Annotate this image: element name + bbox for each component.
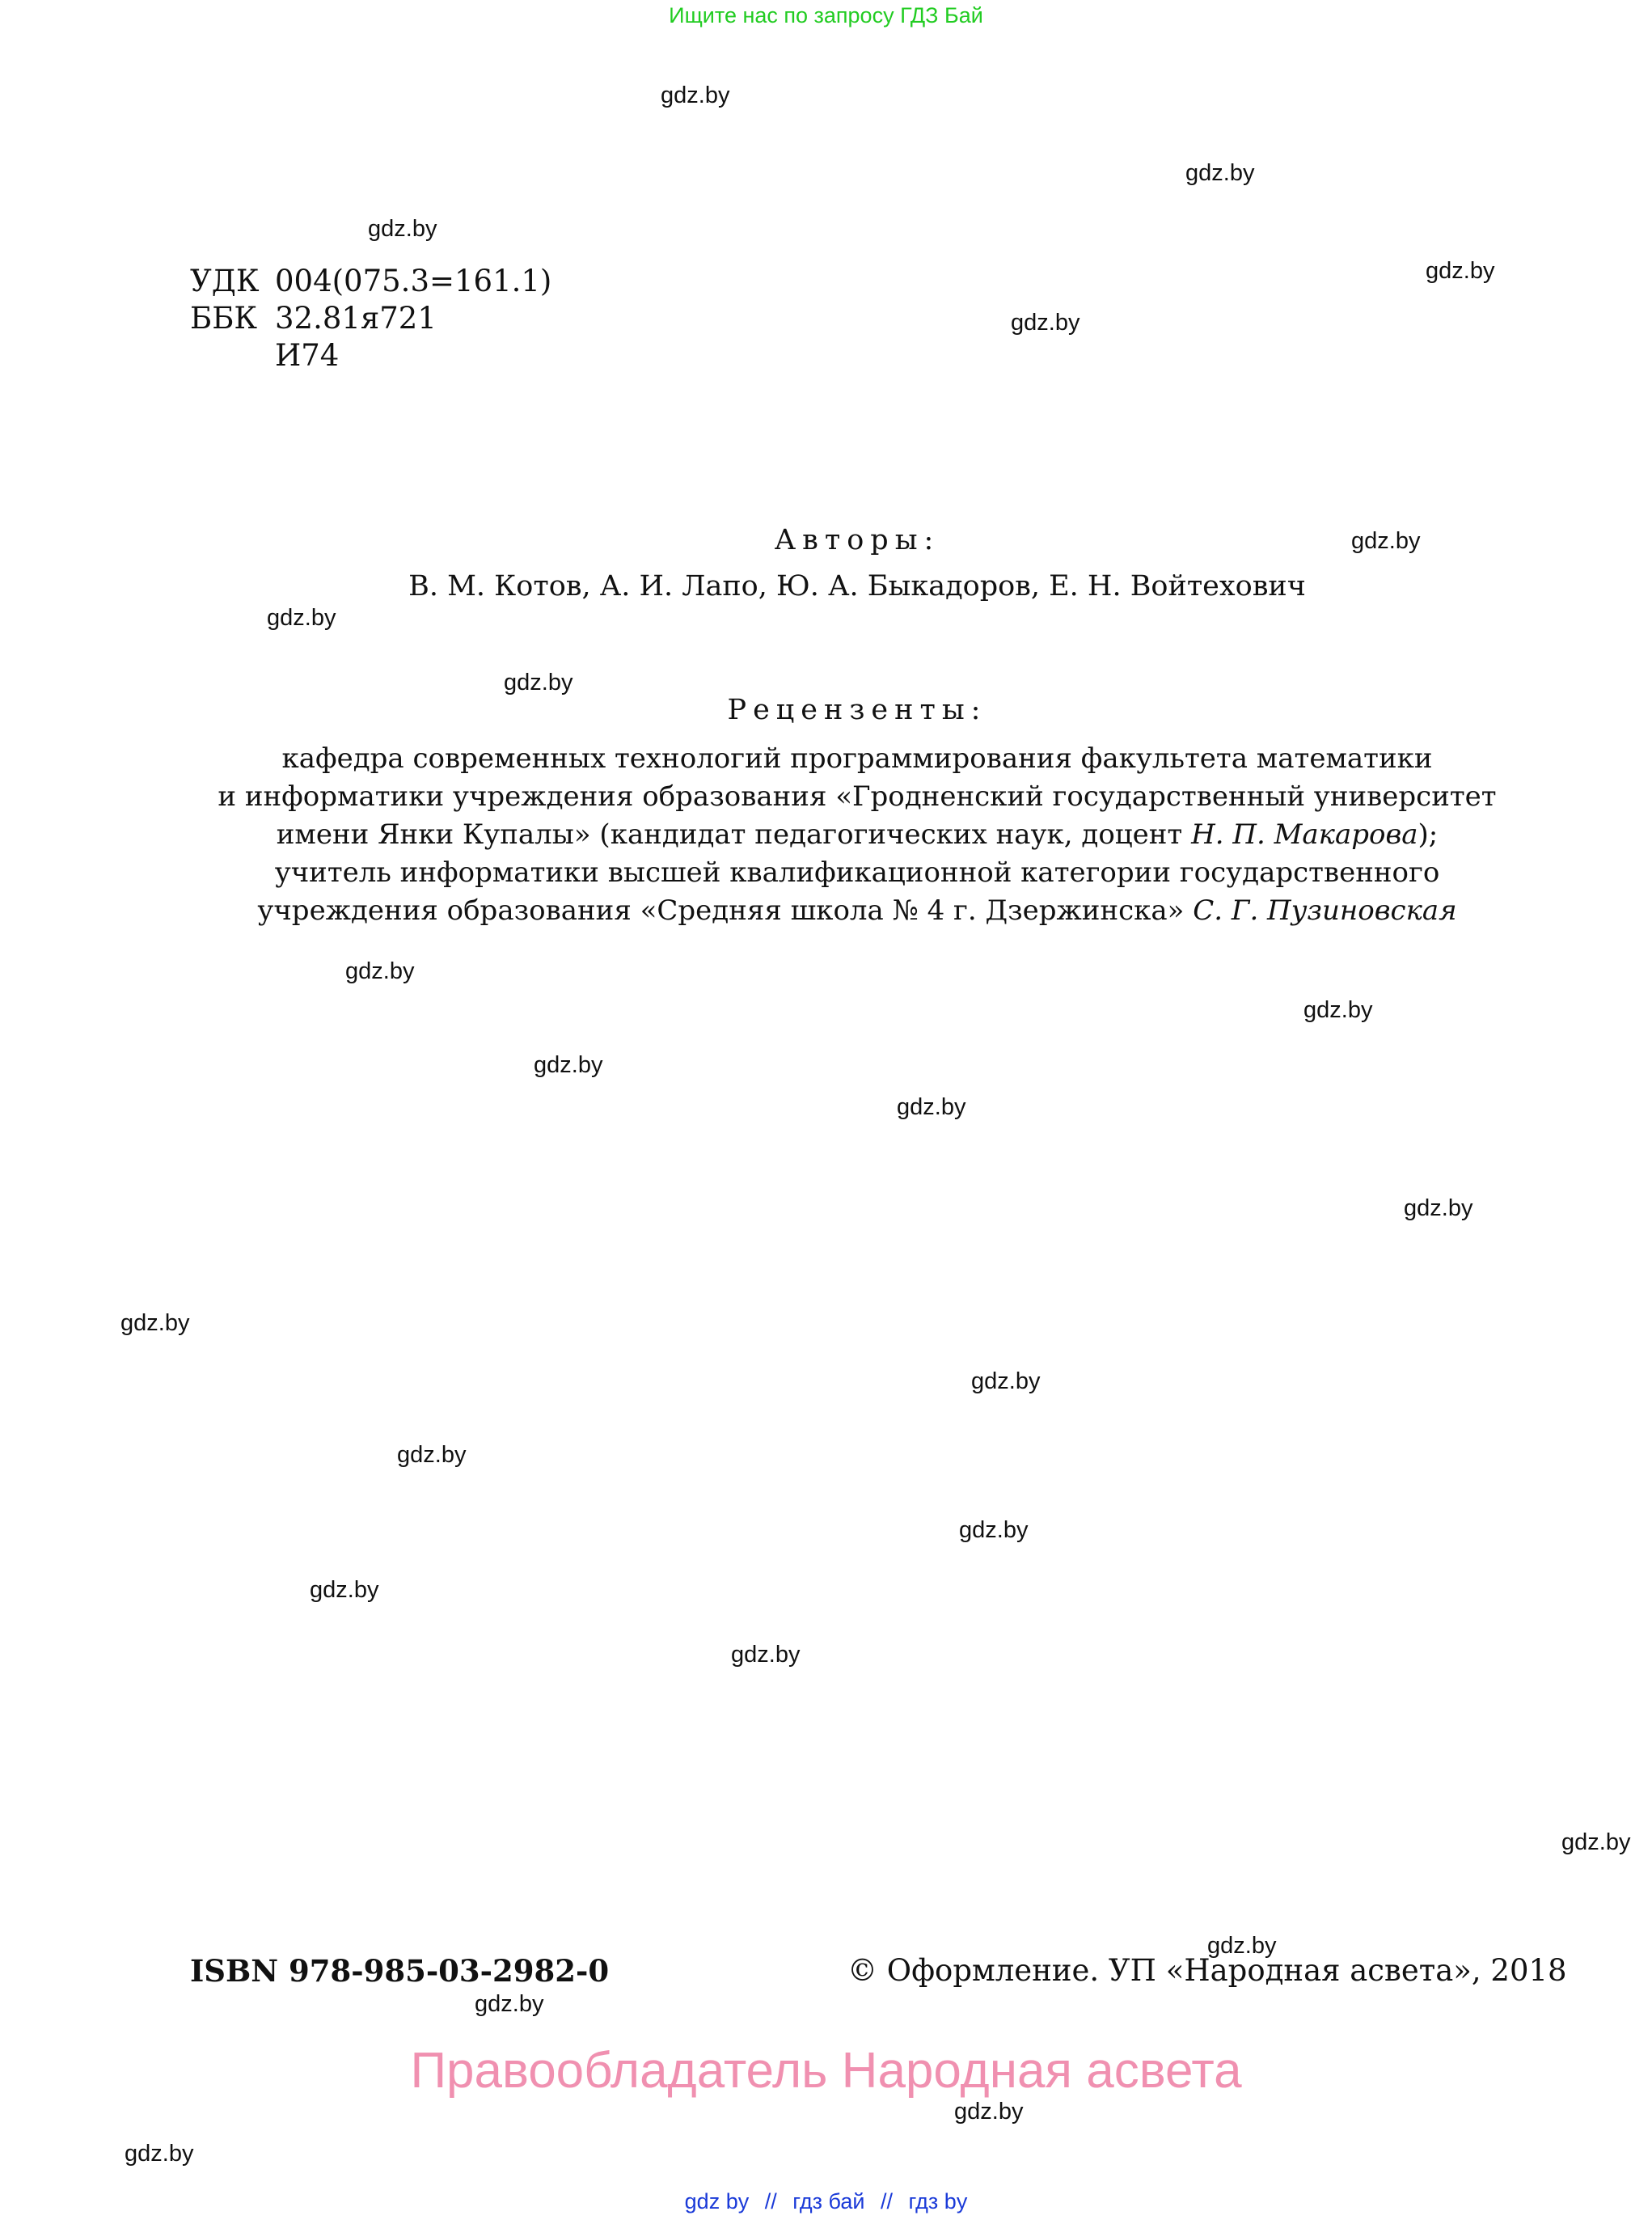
watermark: gdz.by [345, 958, 415, 984]
watermark: gdz.by [368, 216, 437, 242]
watermark: gdz.by [1207, 1933, 1277, 1959]
watermark: gdz.by [1185, 160, 1255, 186]
copyright: © Оформление. УП «Народная асвета», 2018 [847, 1953, 1567, 1988]
watermark: gdz.by [125, 2141, 194, 2167]
watermark: gdz.by [397, 1442, 467, 1468]
udk-label: УДК [190, 264, 260, 298]
author-code: И74 [275, 338, 340, 373]
link-gdz-by-cyr[interactable]: гдз by [908, 2189, 968, 2213]
watermark: gdz.by [959, 1517, 1029, 1543]
watermark: gdz.by [267, 605, 336, 631]
authors-heading: Авторы: [774, 524, 940, 556]
watermark: gdz.by [1561, 1829, 1631, 1855]
reviewers-line: и информатики учреждения образования «Гродненский государственный университет [218, 780, 1497, 813]
udk-value: 004(075.3=161.1) [275, 264, 552, 298]
rights-holder: Правообладатель Народная асвета [410, 2043, 1242, 2099]
watermark: gdz.by [1426, 258, 1495, 284]
watermark: gdz.by [504, 670, 573, 696]
reviewer-name: С. Г. Пузиновская [1193, 894, 1457, 927]
watermark: gdz.by [661, 82, 730, 108]
watermark: gdz.by [731, 1642, 801, 1668]
top-banner: Ищите нас по запросу ГДЗ Бай [669, 3, 983, 27]
watermark: gdz.by [475, 1991, 544, 2017]
reviewers-line: имени Янки Купалы» (кандидат педагогических наук, доцент Н. П. Макарова); [276, 818, 1439, 851]
bbk-label: ББК [190, 301, 258, 336]
reviewer-name: Н. П. Макарова [1191, 818, 1418, 851]
watermark: gdz.by [897, 1094, 966, 1120]
link-gdz-by[interactable]: gdz by [684, 2189, 750, 2213]
bbk-value: 32.81я721 [275, 301, 437, 336]
separator: // [881, 2189, 894, 2213]
watermark: gdz.by [1011, 310, 1080, 336]
watermark: gdz.by [310, 1577, 379, 1603]
authors-names: В. М. Котов, А. И. Лапо, Ю. А. Быкадоров, Е. Н. Войтехович [408, 570, 1306, 603]
reviewers-text [0, 740, 1652, 930]
watermark: gdz.by [120, 1310, 190, 1336]
watermark: gdz.by [1404, 1195, 1473, 1221]
bottom-links [0, 2189, 1652, 2214]
reviewers-line: кафедра современных технологий программирования факультета математики [281, 742, 1433, 775]
watermark: gdz.by [954, 2099, 1024, 2125]
link-gdz-bai[interactable]: гдз бай [792, 2189, 865, 2213]
watermark: gdz.by [971, 1368, 1041, 1394]
reviewers-line: учитель информатики высшей квалификационной категории государственного [274, 856, 1440, 889]
watermark: gdz.by [1303, 997, 1373, 1023]
reviewers-heading: Рецензенты: [727, 694, 987, 726]
isbn: ISBN 978-985-03-2982-0 [190, 1953, 610, 1989]
classification-codes [190, 263, 551, 374]
separator: // [764, 2189, 777, 2213]
watermark: gdz.by [534, 1052, 603, 1078]
reviewers-line: учреждения образования «Средняя школа № 4 г. Дзержинска» С. Г. Пузиновская [257, 894, 1457, 927]
watermark: gdz.by [1351, 528, 1421, 554]
